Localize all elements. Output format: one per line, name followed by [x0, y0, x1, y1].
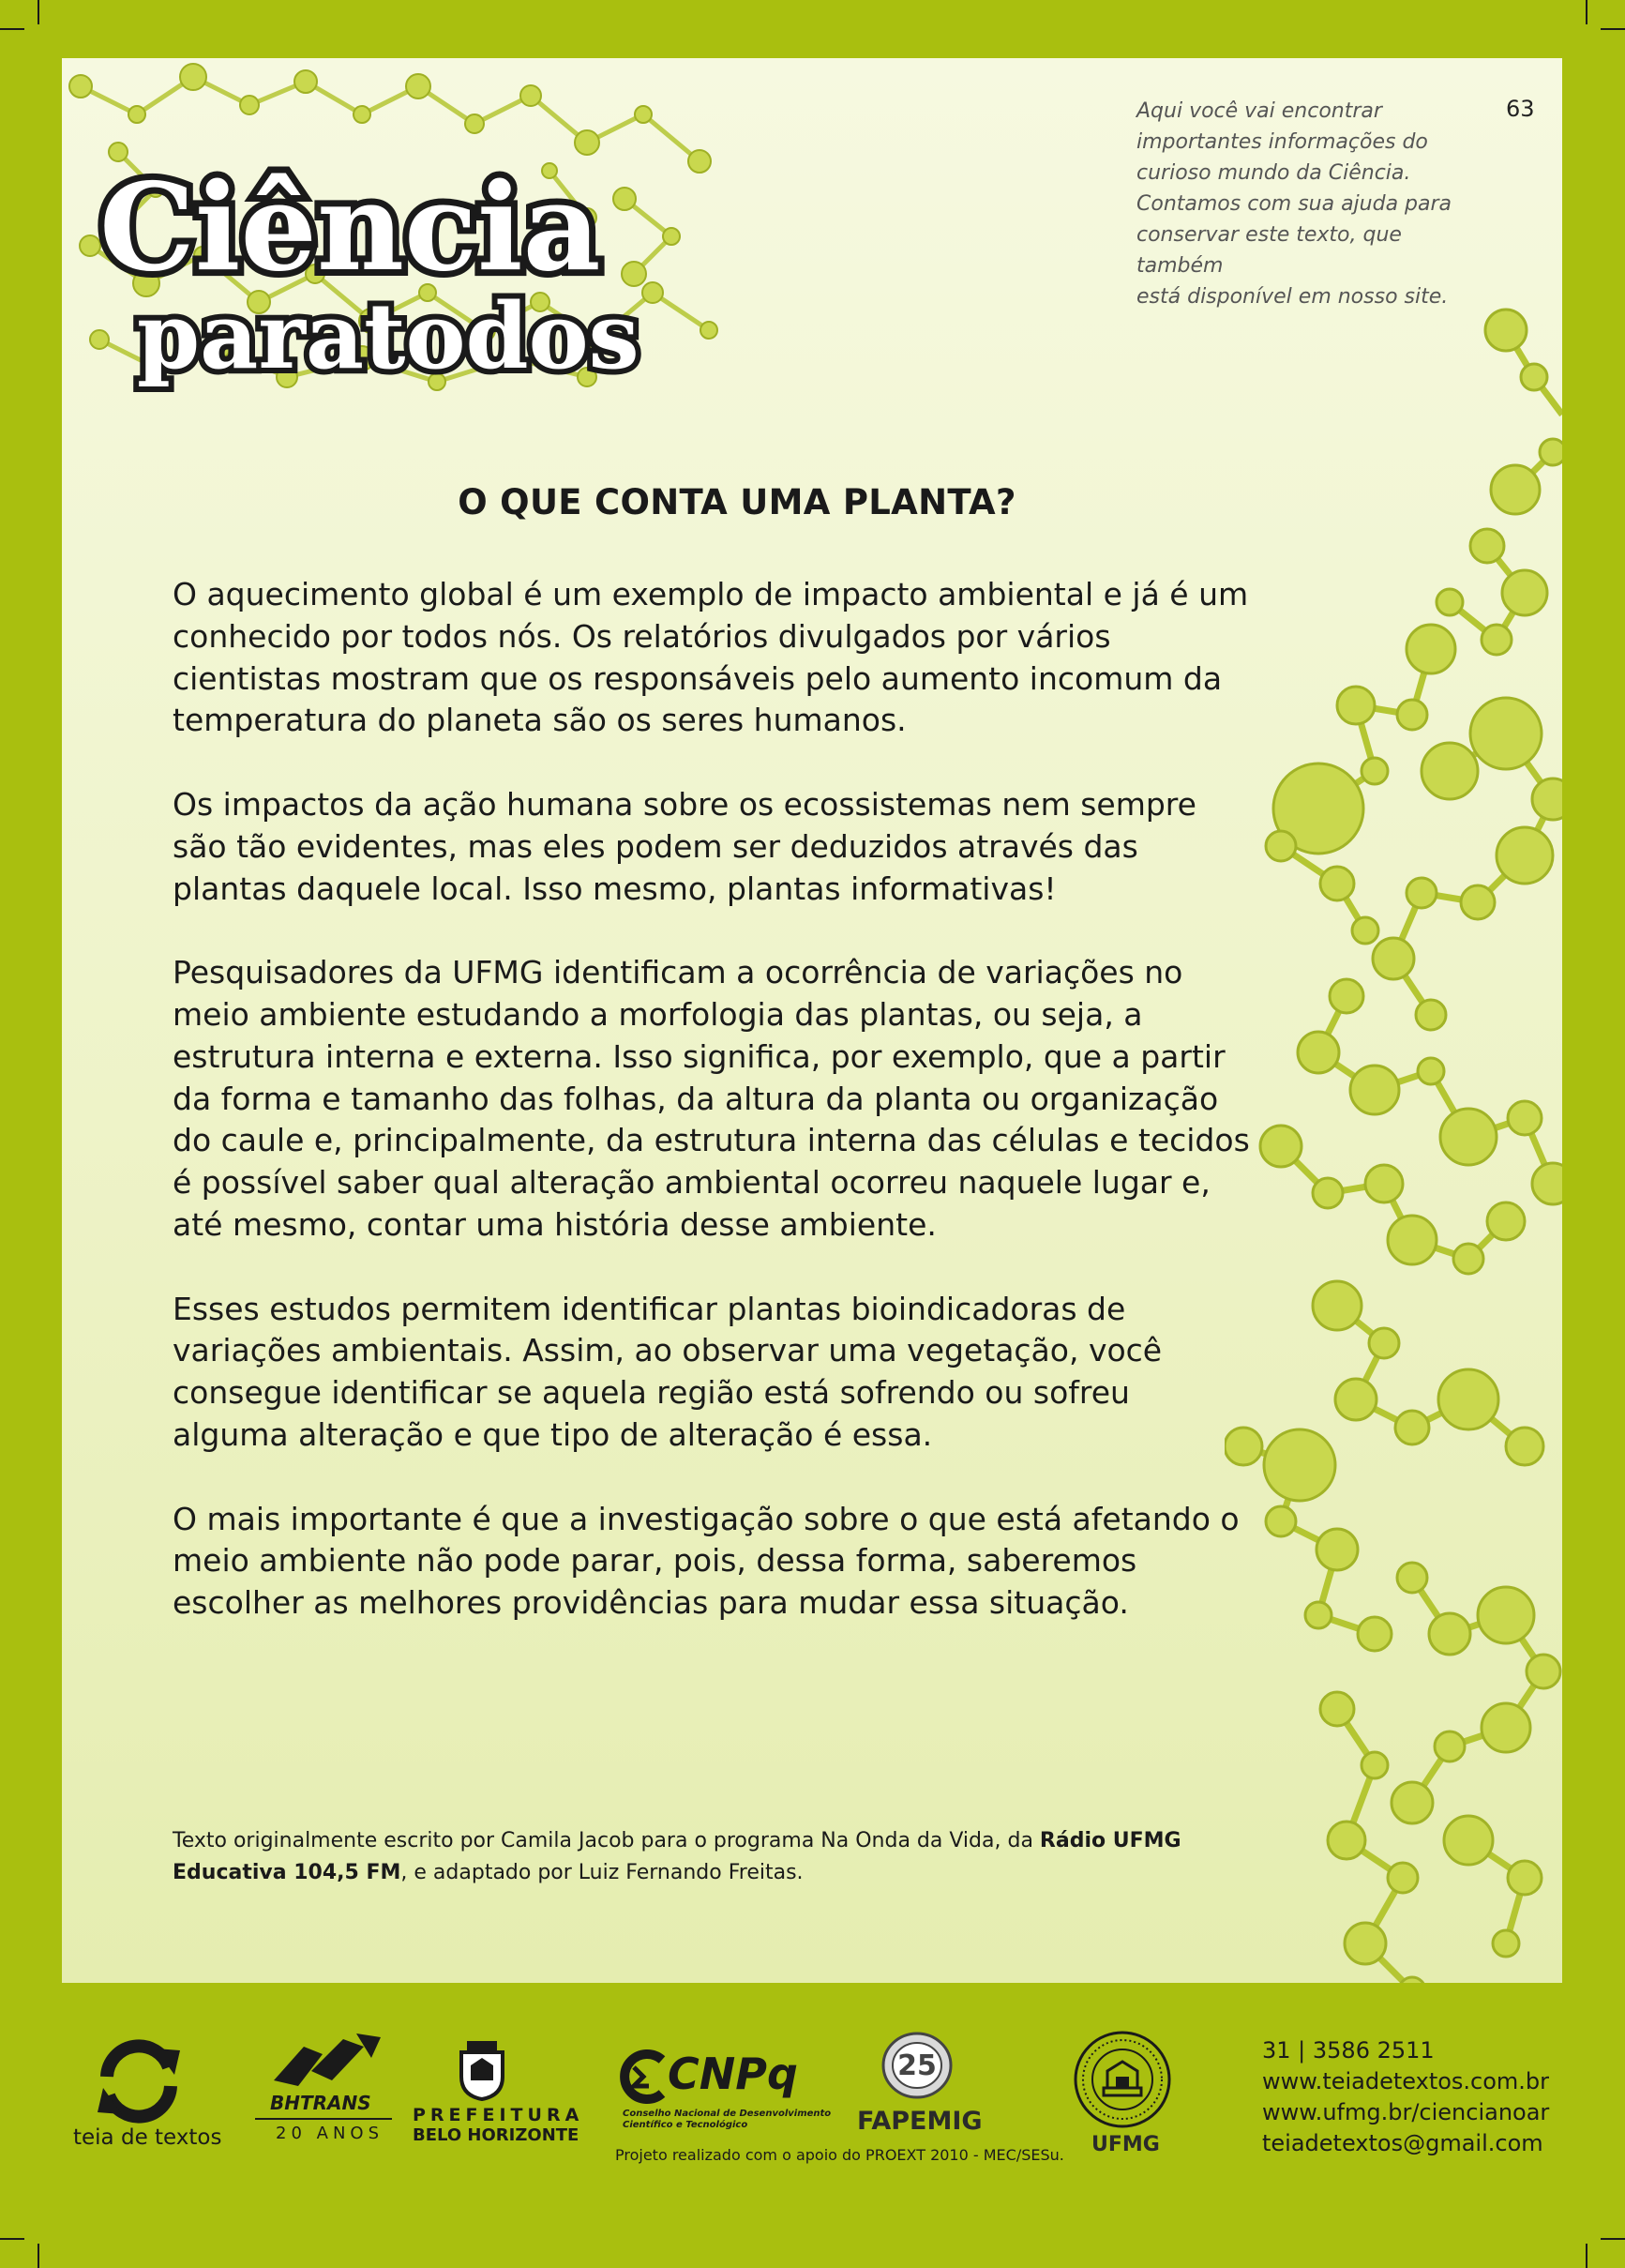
fapemig-badge-icon: [880, 2030, 955, 2101]
intro-line: importantes informações do: [1136, 130, 1428, 154]
logo-word-ciencia: Ciência: [99, 158, 601, 298]
page-number: 63: [1506, 96, 1535, 122]
article-paragraph: Esses estudos permitem identificar plantas bioindicadoras de variações ambientais. Assim, ao observar uma vegetação, você consegue identificar se aquela região está sofrendo ou sofreu alguma alteração e que tipo de alteração é essa.: [173, 1290, 1163, 1453]
bhtrans-name: BHTRANS: [270, 2092, 371, 2114]
article-paragraph: Pesquisadores da UFMG identificam a ocorrência de variações no meio ambiente estudando a morfologia das plantas, ou seja, a estrutura interna e externa. Isso significa, por exemplo, que a partir da forma e tamanho das folhas, da altura da planta ou organização do caule e, principalmente, da estrutura interna das células e tecidos é possível saber qual alteração ambiental ocorreu naquele lugar e, até mesmo, contar uma história desse ambiente.: [173, 954, 1250, 1243]
teia-de-textos-label: teia de textos: [73, 2125, 222, 2150]
teia-de-textos-logo-icon: [94, 2039, 184, 2124]
ciencia-para-todos-logo: [92, 143, 730, 396]
prefeitura-line2: BELO HORIZONTE: [413, 2125, 579, 2145]
ufmg-seal-icon: [1073, 2030, 1172, 2129]
bhtrans-logo-icon: [266, 2034, 381, 2090]
cnpq-name: CNPq: [668, 2049, 798, 2099]
contact-website-link[interactable]: www.ufmg.br/ciencianoar: [1262, 2099, 1550, 2125]
prefeitura-crest-icon: [458, 2039, 506, 2101]
article-title: O QUE CONTA UMA PLANTA?: [458, 482, 1016, 522]
contact-phone: 31 | 3586 2511: [1262, 2037, 1435, 2064]
fapemig-name: FAPEMIG: [857, 2107, 983, 2136]
crop-mark: [1586, 0, 1587, 24]
intro-line: Aqui você vai encontrar: [1136, 99, 1382, 123]
crop-mark: [0, 28, 24, 30]
ufmg-name: UFMG: [1091, 2133, 1160, 2156]
article-paragraph: Os impactos da ação humana sobre os ecossistemas nem sempre são tão evidentes, mas eles podem ser deduzidos através das plantas daquele local. Isso mesmo, plantas informativas!: [173, 785, 1196, 907]
contact-website-link[interactable]: www.teiadetextos.com.br: [1262, 2068, 1550, 2094]
fapemig-badge-number: 25: [897, 2049, 937, 2082]
crop-mark: [1601, 28, 1625, 30]
crop-mark: [38, 0, 39, 24]
credit-text: Texto originalmente escrito por Camila Jacob para o programa Na Onda da Vida, da: [173, 1829, 1040, 1852]
content-panel: [62, 58, 1562, 1983]
intro-line: conservar este texto, que também: [1136, 223, 1402, 278]
contact-email-link[interactable]: teiadetextos@gmail.com: [1262, 2130, 1543, 2156]
cnpq-subtitle: Científico e Tecnológico: [623, 2120, 748, 2130]
proext-support-note: Projeto realizado com o apoio do PROEXT 2010 - MEC/SESu.: [615, 2146, 1064, 2164]
intro-line: está disponível em nosso site.: [1136, 285, 1449, 309]
logo-word-paratodos: paratodos: [137, 283, 639, 389]
sponsor-footer: [0, 1983, 1625, 2268]
cnpq-subtitle: Conselho Nacional de Desenvolvimento: [623, 2109, 832, 2119]
intro-line: curioso mundo da Ciência.: [1136, 161, 1411, 185]
article-paragraph: O mais importante é que a investigação sobre o que está afetando o meio ambiente não pode parar, pois, dessa forma, saberemos escolher as melhores providências para mudar essa situação.: [173, 1500, 1240, 1622]
cnpq-logo-icon: [615, 2049, 668, 2105]
article-credit: [173, 1825, 1223, 1889]
bhtrans-divider: [255, 2118, 392, 2120]
article-body: [173, 574, 1251, 1667]
bhtrans-years: 20 ANOS: [276, 2124, 384, 2143]
contact-info: [1262, 2035, 1549, 2159]
credit-text: , e adaptado por Luiz Fernando Freitas.: [400, 1861, 804, 1884]
article-paragraph: O aquecimento global é um exemplo de impacto ambiental e já é um conhecido por todos nós. Os relatórios divulgados por vários cientistas mostram que os responsáveis pelo aumento incomum da temperatura do planeta são os seres humanos.: [173, 576, 1249, 739]
intro-line: Contamos com sua ajuda para: [1136, 192, 1452, 216]
credit-radio-name: Rádio UFMG Educativa 104,5 FM: [173, 1829, 1181, 1884]
prefeitura-line1: PREFEITURA: [413, 2105, 584, 2125]
